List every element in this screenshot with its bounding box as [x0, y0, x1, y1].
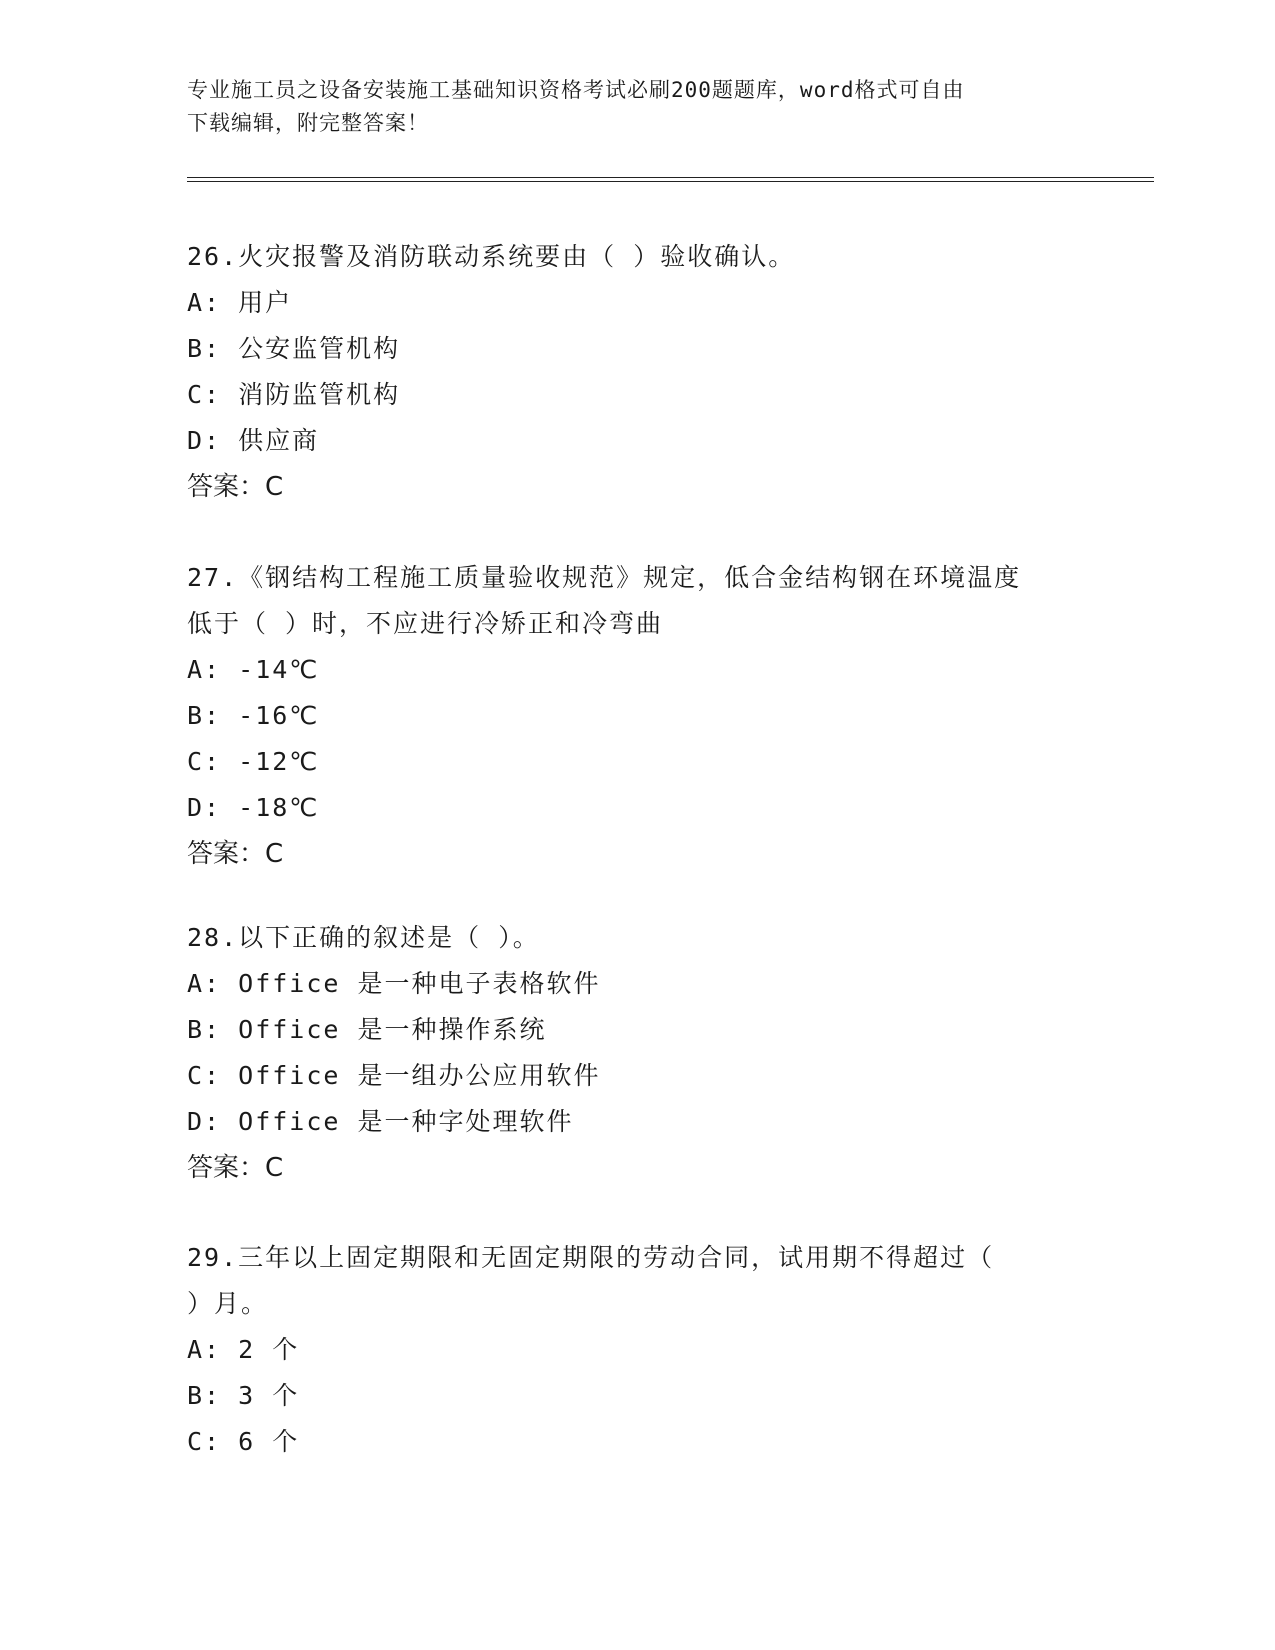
option-c: C: -12℃ [187, 747, 320, 776]
header-line-1: 专业施工员之设备安装施工基础知识资格考试必刷200题题库，word格式可自由 [187, 78, 965, 102]
question-26 [187, 234, 1087, 510]
option-b: B: Office 是一种操作系统 [187, 1015, 547, 1044]
question-stem-line-1: 27.《钢结构工程施工质量验收规范》规定，低合金结构钢在环境温度 [187, 563, 1022, 592]
option-d: D: 供应商 [187, 426, 320, 455]
header-double-rule [187, 177, 1154, 182]
option-d: D: -18℃ [187, 793, 320, 822]
document-header [187, 74, 1087, 140]
question-stem: 28.以下正确的叙述是（ ）。 [187, 923, 540, 952]
option-a: A: 用户 [187, 288, 293, 317]
answer: 答案：C [187, 839, 284, 869]
option-c: C: 消防监管机构 [187, 380, 401, 409]
answer: 答案：C [187, 472, 284, 502]
answer: 答案：C [187, 1153, 284, 1183]
option-a: A: -14℃ [187, 655, 320, 684]
option-a: A: Office 是一种电子表格软件 [187, 969, 601, 998]
option-b: B: 公安监管机构 [187, 334, 401, 363]
question-stem-line-2: ）月。 [187, 1289, 269, 1318]
option-d: D: Office 是一种字处理软件 [187, 1107, 574, 1136]
option-c: C: 6 个 [187, 1427, 300, 1456]
option-a: A: 2 个 [187, 1335, 300, 1364]
option-b: B: -16℃ [187, 701, 320, 730]
question-29 [187, 1235, 1087, 1465]
question-stem: 26.火灾报警及消防联动系统要由（ ）验收确认。 [187, 242, 796, 271]
question-27 [187, 555, 1087, 877]
question-stem-line-2: 低于（ ）时，不应进行冷矫正和冷弯曲 [187, 609, 664, 638]
question-28 [187, 915, 1087, 1191]
option-c: C: Office 是一组办公应用软件 [187, 1061, 601, 1090]
header-line-2: 下载编辑，附完整答案！ [187, 111, 429, 135]
question-stem-line-1: 29.三年以上固定期限和无固定期限的劳动合同，试用期不得超过（ [187, 1243, 995, 1272]
option-b: B: 3 个 [187, 1381, 300, 1410]
